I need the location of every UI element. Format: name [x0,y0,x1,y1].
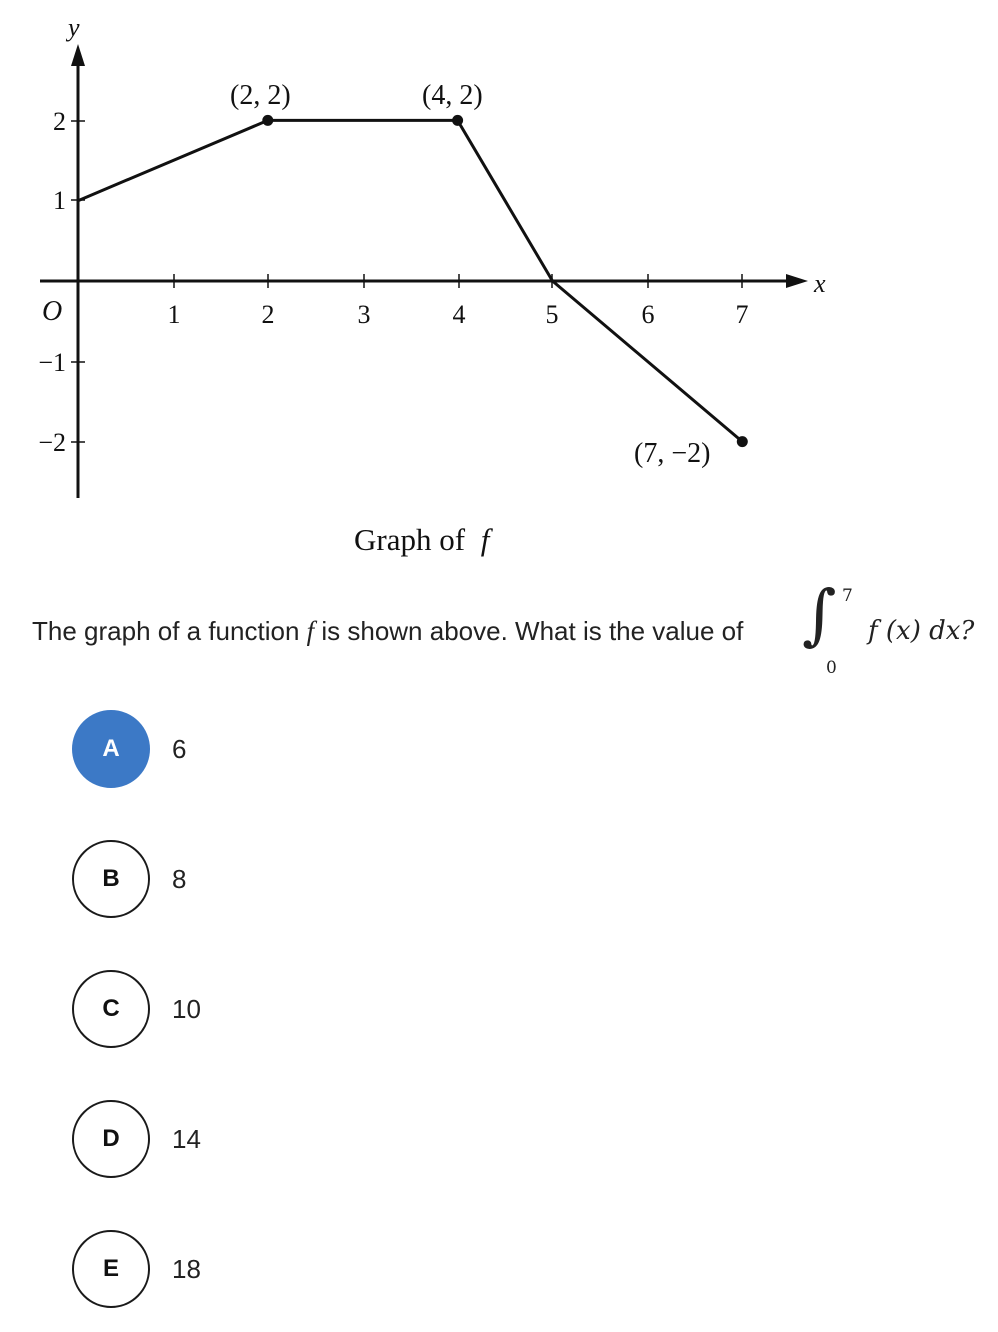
x-tick-label: 2 [261,300,275,329]
point-labels [230,80,710,469]
question-suffix: is shown above. What is the value of [314,616,744,646]
option-c-letter[interactable]: C [72,970,150,1048]
y-tick-label: −1 [38,348,66,377]
option-d-letter[interactable]: D [72,1100,150,1178]
option-b-value[interactable]: 8 [172,864,187,894]
option-b[interactable] [72,840,472,918]
integral-lower-limit: 0 [826,658,837,678]
question [32,576,992,690]
option-e-value[interactable]: 18 [172,1254,201,1284]
question-prefix: The graph of a function [32,616,307,646]
y-tick-label: −2 [38,428,66,457]
point-label-7-neg2: (7, −2) [634,438,711,469]
x-axis-label: x [814,269,826,298]
option-b-letter[interactable]: B [72,840,150,918]
x-tick-label: 7 [735,300,749,329]
x-tick-label: 1 [167,300,181,329]
x-tick-label: 3 [357,300,371,329]
integral-expression [802,576,998,690]
graph-caption-text: Graph of [354,522,466,557]
y-axis-arrow [71,44,85,66]
option-e[interactable] [72,1230,472,1308]
function-graph [0,0,998,580]
question-text [32,616,743,647]
graph-caption [354,522,494,557]
y-axis-label: y [68,13,80,42]
point-label-2-2: (2, 2) [230,80,291,111]
x-tick-labels [168,300,749,329]
option-c-value[interactable]: 10 [172,994,201,1024]
option-e-letter[interactable]: E [72,1230,150,1308]
option-a[interactable] [72,710,472,788]
function-point [737,436,748,447]
integrand: f (x) dx? [868,616,975,646]
x-tick-label: 5 [545,300,559,329]
origin-label: O [42,296,63,327]
x-tick-label: 6 [641,300,655,329]
function-point [262,115,273,126]
y-tick-label: 1 [53,186,66,215]
point-label-4-2: (4, 2) [422,80,483,111]
option-c[interactable] [72,970,472,1048]
y-tick-label: 2 [53,107,66,136]
function-point [452,115,463,126]
x-tick-label: 4 [452,300,466,329]
option-d[interactable] [72,1100,472,1178]
integral-sign: ∫ [802,576,837,653]
x-axis-arrow [786,274,808,288]
option-a-value[interactable]: 6 [172,734,187,764]
option-d-value[interactable]: 14 [172,1124,201,1154]
integral-upper-limit: 7 [842,586,853,606]
question-function: f [306,616,315,646]
option-a-letter[interactable]: A [72,710,150,788]
graph-caption-var: f [480,522,490,557]
